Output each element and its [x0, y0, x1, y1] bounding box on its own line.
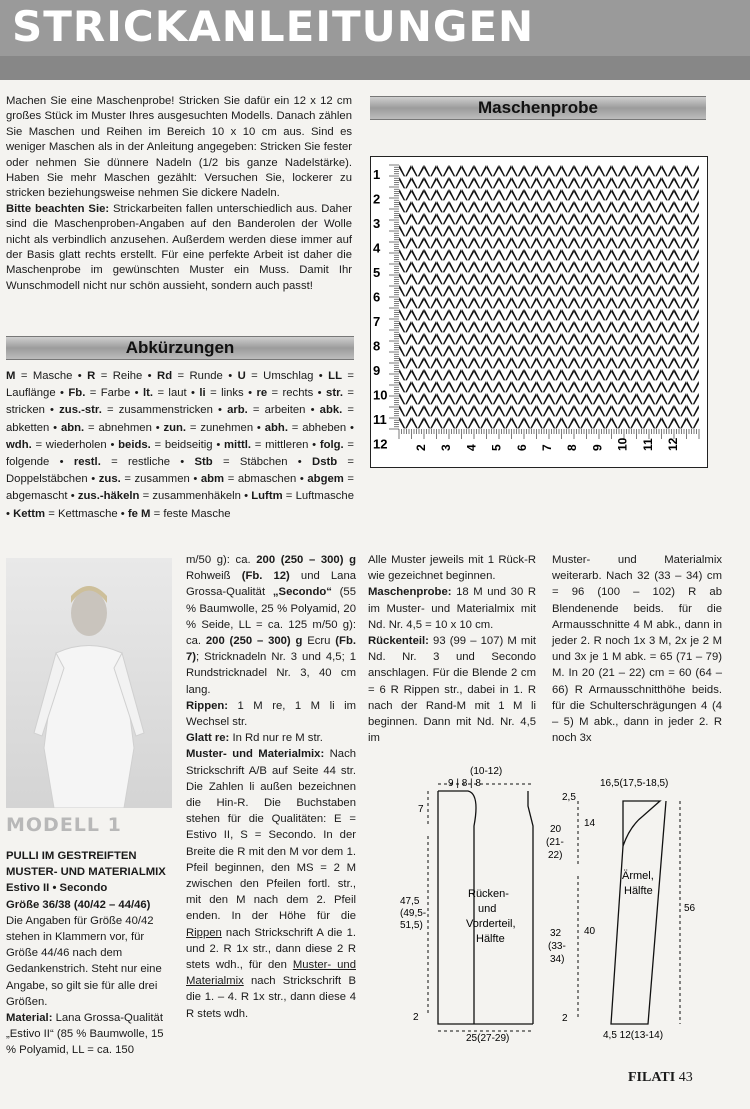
ruler-number-bottom: 2 [414, 444, 428, 451]
intro-p1: Machen Sie eine Maschenprobe! Stricken Sie dafür ein 12 x 12 cm großes Stück im Muster Ihres ausgesuchten Modells. Danach zählen Sie Maschen und Reihen im Bereich 10 x 10 cm aus. Sind es weniger Maschen als in der Anleitung angegeben: Stricken Sie fester oder nehmen Sie dünnere Nadeln (1/2 bis ganze Nadelstärke). Haben Sie mehr Maschen gezählt: Versuchen Sie, lockerer zu stricken beziehungsweise nehmen Sie dickere Nadeln. [6, 95, 352, 200]
maschenprobe-grid [370, 156, 708, 468]
abbr-value: = zusammen • [120, 473, 201, 486]
abbr-key: Dstb [312, 456, 338, 469]
schema-side-a: 32 [550, 928, 562, 939]
header-shade [0, 56, 750, 80]
abbr-key: folg. [319, 438, 344, 451]
ruler-number-bottom: 12 [666, 437, 680, 451]
abbr-value: = abheben • [287, 421, 355, 434]
rueckenteil-label: Rückenteil: [368, 635, 429, 648]
muster-mix: Muster- und Materialmix [186, 959, 356, 988]
woman-in-white-sweater-image [6, 558, 172, 808]
maschenprobe-label: Maschenprobe: [368, 586, 452, 599]
abbr-value: = Doppelstäbchen • [6, 456, 354, 486]
schema-body-label1: Rücken- [468, 888, 509, 900]
rueckenteil-text: 93 (99 – 107) M mit Nd. Nr. 3 und Secondo anschlagen. Für die Blende 2 cm = 6 R Rippen str., dabei in 1. R nach der Rand-M mit 1 M li beginnen. Dann mit Nd. Nr. 4,5 im [368, 635, 536, 745]
abbr-key: wdh. [6, 438, 32, 451]
col2-a4: (55 % Baumwolle, 25 % Polyamid, 20 % Seide, LL = ca. 125 m/50 g): ca. [186, 586, 356, 648]
col2-fb: (Fb. 12) [241, 570, 290, 583]
abbr-value: = abnehmen • [84, 421, 164, 434]
schema-body-height3: 51,5) [400, 920, 423, 931]
abbr-value: = wiederholen • [31, 438, 119, 451]
abbr-value: = zunehmen • [186, 421, 265, 434]
abbr-key: Rd [157, 370, 173, 382]
intro-p2-label: Bitte beachten Sie: [6, 202, 110, 215]
ruler-number-bottom: 10 [615, 437, 630, 451]
schema-sleeve-label2: Hälfte [624, 885, 653, 897]
abbr-value: = zusammenhäkeln • [139, 490, 252, 503]
ruler-number-bottom: 4 [464, 444, 479, 451]
muster-text2: nach Strickschrift A die 1. und 2. R 1x str., dann diese 2 R stets wdh., für den [186, 926, 356, 972]
schema-sleeve-label1: Ärmel, [622, 870, 654, 882]
abbr-key: lt. [143, 387, 154, 400]
muster-text: Nach Strickschrift A/B auf Seite 44 str. Die Zahlen li außen bezeichnen die Hin-R. Die Buchstaben stehen für die Qualitäten: E = Estivo II, S = Secondo. In der Breite die R mit den M vor dem 1. Pfeil beginnen, den MS = 2 M zwischen den Pfeilen fortl. str., mit den M nach dem 2. Pfeil enden. In der Höhe für die [186, 748, 357, 923]
material-label: Material: [6, 1012, 53, 1025]
ruler-number-bottom: 8 [565, 444, 580, 451]
abbr-value: = Umschlag • [245, 370, 329, 382]
abbr-key: arb. [227, 404, 248, 417]
abbr-key: Stb [194, 456, 213, 469]
abbr-key: abn. [60, 421, 85, 434]
abbr-value: = folgende • [6, 438, 354, 469]
maschenprobe-banner [370, 96, 706, 120]
schema-armhole-b: (21- [546, 837, 564, 848]
ruler-number-bottom: 7 [540, 444, 554, 451]
abbr-key: LL [328, 370, 342, 382]
abbr-key: R [87, 370, 96, 382]
abbr-key: str. [326, 387, 343, 400]
material-text: Lana Grossa-Qualität „Estivo II“ (85 % Baumwolle, 15 % Polyamid, LL = ca. 150 [6, 1012, 164, 1057]
col2-a: m/50 g): ca. [186, 554, 257, 566]
abbr-value: = Stäbchen • [212, 456, 313, 469]
maschenprobe-text: 18 M und 30 R im Muster- und Materialmix mit Nd. Nr. 4,5 = 10 x 10 cm. [368, 586, 536, 631]
abbr-key: U [237, 370, 246, 382]
muster-rippen: Rippen [186, 926, 222, 939]
model-photo [6, 558, 172, 808]
schema-sleeve-top: 16,5(17,5-18,5) [600, 778, 669, 789]
size-text: Die Angaben für Größe 40/42 stehen in Klammern vor, für Größe 44/46 nach dem Gedankenstrich. Steht nur eine Angabe, so gilt sie für alle drei Größen. [6, 914, 162, 1008]
glatt-label: Glatt re: [186, 732, 230, 745]
abbr-value: = Farbe • [85, 387, 143, 400]
col2-a5: Ecru [302, 635, 336, 648]
schema-two-left: 2 [413, 1012, 419, 1023]
col2-a3: und Lana Grossa-Qualität [186, 570, 357, 599]
abkuerzungen-list [6, 368, 354, 523]
abbr-value: = stricken • [6, 387, 354, 417]
abbr-value: = abgemascht • [6, 473, 354, 503]
ruler-number-left: 9 [373, 363, 381, 378]
rippen-label: Rippen: [186, 699, 229, 712]
schema-body-label2: und [478, 903, 497, 915]
schema-top-label: (10-12) [470, 766, 503, 777]
schema-side-b: (33- [548, 941, 566, 952]
abkuerzungen-banner [6, 336, 354, 360]
page-footer [628, 1070, 693, 1086]
abbr-value: = abmaschen • [224, 473, 308, 486]
modell-yarn: Estivo II • Secondo [6, 882, 108, 895]
instructions-column-4 [552, 552, 722, 746]
abbr-key: beids. [118, 438, 151, 451]
ruler-number-left: 8 [373, 338, 381, 354]
ruler-number-bottom: 9 [590, 444, 605, 451]
ruler-number-left: 12 [373, 436, 388, 452]
ruler-number-left: 2 [373, 191, 381, 207]
abbr-value: = Luftmasche • [6, 490, 354, 520]
abbr-key: zus. [98, 473, 121, 486]
abbr-value: = Masche • [15, 370, 88, 382]
muster-text3: nach Strickschrift B die 1. – 4. R 1x str., dann diese 4 R stets wdh. [186, 975, 356, 1020]
abbr-key: Fb. [68, 387, 86, 400]
schema-two-mid: 2 [562, 1013, 568, 1024]
ruler-number-left: 1 [373, 167, 381, 182]
abbr-value: = laut • [153, 387, 200, 400]
abbr-key: abgem [307, 473, 344, 486]
col3-a: Alle Muster jeweils mit 1 Rück-R wie gezeichnet beginnen. [368, 554, 536, 583]
abbr-key: restl. [73, 456, 101, 469]
schema-sleeve-bottom: 4,5 12(13-14) [603, 1030, 664, 1041]
stitch-pattern-svg [371, 157, 707, 467]
abbr-key: re [256, 387, 268, 400]
ruler-number-left: 10 [373, 387, 388, 403]
instructions-column-2 [186, 552, 356, 1022]
schema-bottom: 25(27-29) [466, 1033, 510, 1044]
ruler-number-bottom: 11 [640, 438, 655, 451]
abbr-value: = zusammenstricken • [101, 404, 228, 417]
schema-left7: 7 [418, 804, 424, 815]
abbr-key: mittl. [224, 438, 252, 451]
maschenprobe-title: Maschenprobe [478, 98, 598, 117]
schema-top-measure: 9 | 8 | 8 [448, 778, 481, 789]
abbr-value: = Runde • [172, 370, 238, 382]
col2-weight2: 200 (250 – 300) g [205, 635, 303, 648]
abbr-value: = Lauflänge • [6, 370, 354, 400]
schema-side-c: 34) [550, 954, 565, 965]
modell-name: PULLI IM GESTREIFTEN MUSTER- UND MATERIALMIX [6, 850, 166, 879]
abbr-key: abk. [319, 404, 343, 417]
abbr-value: = mittleren • [251, 438, 320, 451]
abbr-key: zus.-str. [59, 404, 102, 417]
abbr-value: = arbeiten • [247, 404, 320, 417]
col2-secondo: „Secondo“ [272, 586, 332, 599]
abbr-key: Kettm [13, 507, 46, 520]
abbr-value: = links • [205, 387, 257, 400]
header-bar [0, 0, 750, 80]
abbr-value: = feste Masche [150, 507, 231, 520]
col4-a: Muster- und Materialmix weiterarb. Nach 32 (33 – 34) cm = 96 (100 – 102) R ab Blendenende beids. für die Armausschnitte 4 M abk., dann in jeder 2. R noch 1x 3 M, 2x je 2 M und 3x je 1 M abk. = 65 (71 – 79) M. In 20 (21 – 22) cm = 60 (64 – 66) R Armausschnitthöhe beids. für die Schulterschrägungen 4 (4 – 5) M abk., dann in jeder 2. R noch 3x [552, 554, 722, 745]
abbr-value: = beidseitig • [150, 438, 225, 451]
glatt-text: In Rd nur re M str. [229, 732, 323, 745]
intro-text [6, 94, 352, 294]
ruler-number-left: 6 [373, 289, 381, 305]
abbr-key: Luftm [251, 490, 283, 503]
col2-weight: 200 (250 – 300) g [256, 554, 356, 566]
abbr-key: abm [200, 473, 225, 486]
ruler-number-left: 7 [373, 314, 381, 329]
instructions-column-3 [368, 552, 536, 746]
rippen-text: 1 M re, 1 M li im Wechsel str. [186, 699, 356, 729]
abbr-key: zun. [163, 421, 187, 434]
ruler-number-left: 5 [373, 265, 381, 280]
abbr-value: = abketten • [6, 404, 355, 434]
schema-armhole-a: 20 [550, 824, 562, 835]
size-label: Größe 36/38 (40/42 – 44/46) [6, 898, 151, 911]
schema-armhole-c: 22) [548, 850, 563, 861]
abbr-value: = Kettmasche • [45, 507, 128, 520]
col2-a6: ; Stricknadeln Nr. 3 und 4,5; 1 Rundstricknadel Nr. 3, 40 cm lang. [186, 651, 356, 696]
schema-sleeve-56: 56 [684, 903, 696, 914]
abbr-key: zus.-häkeln [77, 490, 140, 503]
ruler-number-left: 11 [373, 412, 387, 427]
abkuerzungen-title: Abkürzungen [125, 338, 235, 357]
modell-title: MODELL 1 [6, 814, 122, 836]
abbr-key: M [6, 370, 16, 382]
schema-body-label4: Hälfte [476, 933, 505, 945]
muster-label: Muster- und Materialmix: [186, 748, 325, 761]
abbr-value: = restliche • [100, 456, 195, 469]
col2-a2: Rohweiß [186, 570, 242, 583]
schema-body-height2: (49,5- [400, 908, 427, 919]
abbr-value: = rechts • [267, 387, 327, 400]
schema-sleeve-14: 14 [584, 818, 596, 829]
abbr-key: li [199, 387, 206, 400]
schema-body-height: 47,5 [400, 896, 420, 907]
ruler-number-bottom: 3 [439, 444, 454, 451]
abbr-value: = Reihe • [95, 370, 158, 382]
abbr-key: abh. [264, 421, 288, 434]
abbr-key: fe M [127, 507, 151, 520]
ruler-number-bottom: 5 [489, 444, 504, 451]
schematic-diagram [398, 756, 738, 1046]
schema-twofive: 2,5 [562, 792, 576, 803]
ruler-number-left: 4 [373, 240, 381, 256]
footer-brand: FILATI [628, 1070, 676, 1085]
ruler-number-bottom: 6 [514, 444, 529, 451]
page-number: 43 [678, 1070, 693, 1085]
page-title: STRICKANLEITUNGEN [12, 2, 535, 51]
schema-body-label3: Vorderteil, [466, 918, 516, 930]
intro-p2: Strickarbeiten fallen unterschiedlich aus. Daher sind die Maschenproben-Angaben auf den Banderolen der Wolle nicht als verbindlich anzusehen. Außerdem werden diese immer auf der Basis glatt rechts erstellt. Für eine perfekte Arbeit ist daher die Maschenprobe im gewünschten Muster ein Muss. Damit Ihr Wunschmodell nicht nur schön aussieht, sondern auch passt! [6, 202, 352, 292]
schema-sleeve-40: 40 [584, 926, 596, 937]
ruler-number-left: 3 [373, 216, 381, 231]
modell-info-column [6, 848, 172, 1059]
col2-fb2: (Fb. 7) [186, 635, 356, 664]
